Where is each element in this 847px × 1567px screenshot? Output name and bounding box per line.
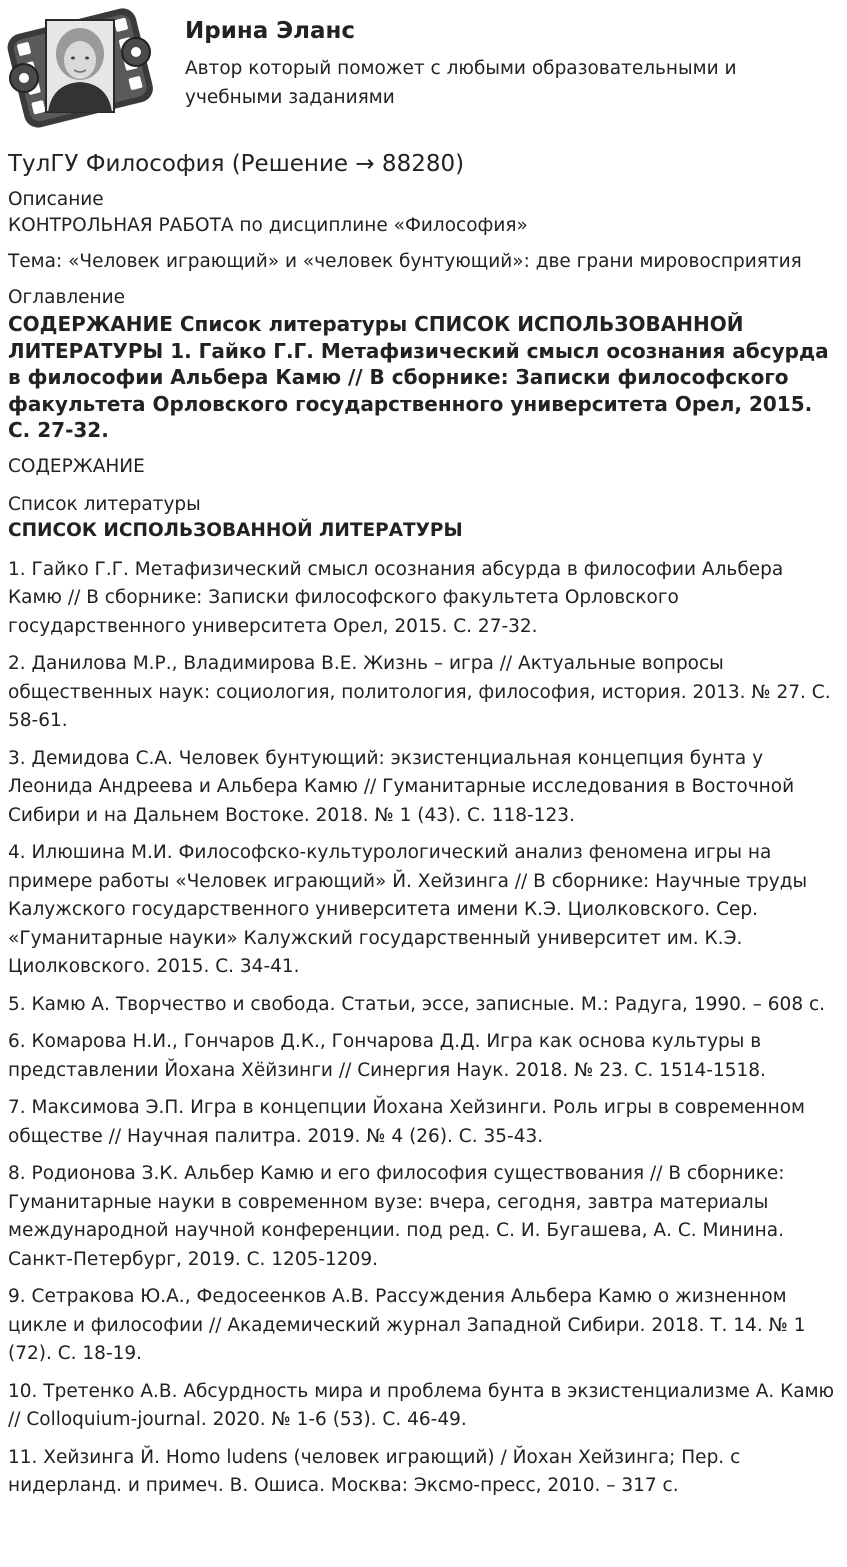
- film-reel-avatar-icon: [6, 6, 154, 128]
- reference-item: 2. Данилова М.Р., Владимирова В.Е. Жизнь – игра // Актуальные вопросы общественных наук: социология, политология, философия, история. 2013. № 27. С. 58-61.: [8, 653, 831, 731]
- author-name[interactable]: Ирина Эланс: [185, 18, 356, 44]
- literature-label: Список литературы: [8, 493, 201, 515]
- author-avatar[interactable]: [6, 6, 154, 128]
- toc-heading: СОДЕРЖАНИЕ Список литературы СПИСОК ИСПОЛЬЗОВАННОЙ ЛИТЕРАТУРЫ 1. Гайко Г.Г. Метафизический смысл осознания абсурда в философии Альбера Камю // В сборнике: Записки философского факультета Орловского государственного университета Орел, 2015. С. 27-32.: [8, 312, 829, 442]
- reference-item: 10. Третенко А.В. Абсурдность мира и проблема бунта в экзистенциализме А. Камю // Colloquium-journal. 2020. № 1-6 (53). С. 46-49.: [8, 1380, 835, 1430]
- reference-item: 7. Максимова Э.П. Игра в концепции Йохана Хейзинги. Роль игры в современном обществе // Научная палитра. 2019. № 4 (26). С. 35-43.: [8, 1097, 805, 1147]
- reference-item: 6. Комарова Н.И., Гончаров Д.К., Гончарова Д.Д. Игра как основа культуры в представлении Йохана Хёйзинги // Синергия Наук. 2018. № 23. С. 1514-1518.: [8, 1031, 766, 1081]
- author-bio: Автор который поможет с любыми образовательными и учебными заданиями: [185, 58, 737, 108]
- description-paragraph: КОНТРОЛЬНАЯ РАБОТА по дисциплине «Философия»: [8, 215, 528, 236]
- description-paragraph: Тема: «Человек играющий» и «человек бунтующий»: две грани мировосприятия: [8, 251, 802, 272]
- reference-item: 11. Хейзинга Й. Homo ludens (человек играющий) / Йохан Хейзинга; Пер. с нидерланд. и примеч. В. Ошиса. Москва: Эксмо-пресс, 2010. – 317 с.: [8, 1446, 741, 1496]
- bibliography-heading: СПИСОК ИСПОЛЬЗОВАННОЙ ЛИТЕРАТУРЫ: [8, 519, 463, 541]
- page-title: ТулГУ Философия (Решение → 88280): [8, 151, 465, 177]
- author-card: [6, 6, 841, 130]
- reference-item: 3. Демидова С.А. Человек бунтующий: экзистенциальная концепция бунта у Леонида Андреева и Альбера Камю // Гуманитарные исследования в Восточной Сибири и на Дальнем Востоке. 2018. № 1 (43). С. 118-123.: [8, 747, 795, 826]
- reference-item: 1. Гайко Г.Г. Метафизический смысл осознания абсурда в философии Альбера Камю // В сборнике: Записки философского факультета Орловского государственного университета Орел, 2015. С. 27-32.: [8, 558, 784, 637]
- reference-item: 5. Камю А. Творчество и свобода. Статьи, эссе, записные. М.: Радуга, 1990. – 608 с.: [8, 993, 826, 1015]
- reference-item: 8. Родионова З.К. Альбер Камю и его философия существования // В сборнике: Гуманитарные науки в современном вузе: вчера, сегодня, завтра материалы международной научной конференции. под ред. С. И. Бугашева, А. С. Минина. Санкт-Петербург, 2019. С. 1205-1209.: [8, 1163, 785, 1270]
- reference-list: [8, 556, 838, 1501]
- toc-label: Оглавление: [8, 287, 126, 308]
- description-label: Описание: [8, 189, 104, 210]
- reference-item: 9. Сетракова Ю.А., Федосеенков А.В. Рассуждения Альбера Камю о жизненном цикле и философии // Академический журнал Западной Сибири. 2018. Т. 14. № 1 (72). С. 18-19.: [8, 1286, 806, 1364]
- reference-item: 4. Илюшина М.И. Философско-культурологический анализ феномена игры на примере работы «Человек играющий» Й. Хейзинга // В сборнике: Научные труды Калужского государственного университета имени К.Э. Циолковского. Сер. «Гуманитарные науки» Калужский государственный университет им. К.Э. Циолковского. 2015. С. 34-41.: [8, 842, 808, 977]
- main-content: [8, 148, 838, 1510]
- contents-label: СОДЕРЖАНИЕ: [8, 455, 145, 477]
